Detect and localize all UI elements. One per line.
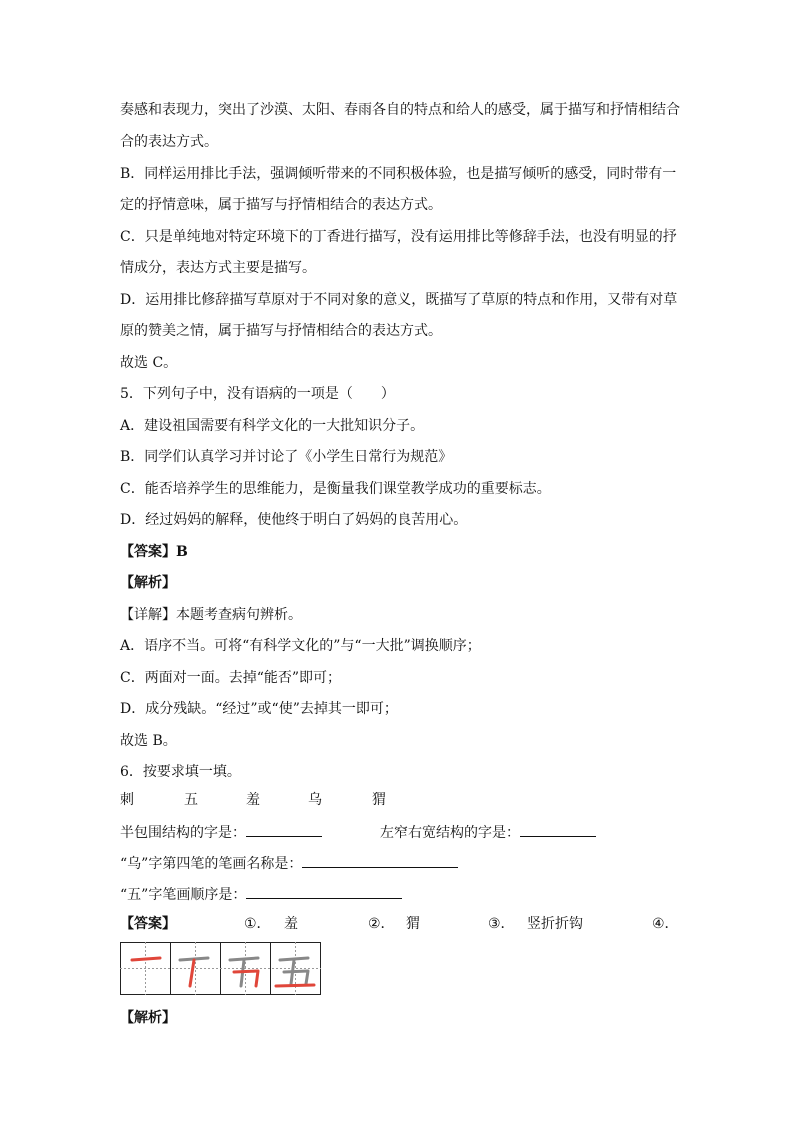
- answer-blank: [246, 822, 322, 837]
- option-line: D．经过妈妈的解释，使他终于明白了妈妈的良苦用心。: [120, 512, 468, 528]
- analysis-heading: 【解析】: [120, 1010, 176, 1026]
- text-line: 情成分，表达方式主要是描写。: [120, 260, 316, 276]
- text-line: 定的抒情意味，属于描写与抒情相结合的表达方式。: [120, 197, 442, 213]
- answer-blank: [246, 884, 402, 899]
- stroke-step-1: [132, 958, 160, 960]
- text-line: B．同样运用排比手法，强调倾听带来的不同积极体验，也是描写倾听的感受，同时带有一: [120, 166, 677, 182]
- char-item: 乌: [308, 792, 322, 808]
- stroke-step-4: [276, 958, 314, 986]
- text-line: C．两面对一面。去掉“能否”即可；: [120, 670, 342, 686]
- text-line: 故选 B。: [120, 733, 177, 749]
- question-title: 5．下列句子中，没有语病的一项是（ ）: [120, 386, 395, 402]
- char-item: 五: [184, 792, 198, 808]
- question-label: 半包围结构的字是：: [120, 825, 246, 841]
- fill-question: [120, 853, 458, 874]
- option-line: A．建设祖国需要有科学文化的一大批知识分子。: [120, 418, 425, 434]
- answer-number: ①．: [244, 916, 271, 932]
- question-label: “乌”字第四笔的笔画名称是：: [120, 856, 303, 872]
- text-line: C．只是单纯地对特定环境下的丁香进行描写，没有运用排比等修辞手法，也没有明显的抒: [120, 229, 677, 245]
- fill-question: [380, 822, 596, 843]
- option-line: C．能否培养学生的思维能力，是衡量我们课堂教学成功的重要标志。: [120, 481, 551, 497]
- char-item: 刺: [120, 792, 134, 808]
- text-line: 故选 C。: [120, 355, 178, 371]
- stroke-step-3: [230, 958, 258, 986]
- text-line: 合的表达方式。: [120, 134, 218, 150]
- text-line: D．运用排比修辞描写草原对于不同对象的意义，既描写了草原的特点和作用，又带有对草: [120, 292, 678, 308]
- answer-label: 【答案】: [120, 916, 176, 932]
- text-line: A．语序不当。可将“有科学文化的”与“一大批”调换顺序；: [120, 638, 481, 654]
- question-label: 左窄右宽结构的字是：: [380, 825, 520, 841]
- text-line: 原的赞美之情，属于描写与抒情相结合的表达方式。: [120, 323, 442, 339]
- char-item: 猬: [372, 792, 386, 808]
- answer-blank: [302, 853, 458, 868]
- text-line: D．成分残缺。“经过”或“使”去掉其一即可；: [120, 701, 398, 717]
- stroke-order-grid: [120, 942, 322, 996]
- question-label: “五”字笔画顺序是：: [120, 887, 247, 903]
- answer-value: 猬: [406, 916, 420, 932]
- answer-line: 【答案】B: [120, 544, 188, 560]
- text-line: 奏感和表现力，突出了沙漠、太阳、春雨各自的特点和给人的感受，属于描写和抒情相结合: [120, 102, 680, 118]
- fill-question: [120, 884, 402, 905]
- answer-value: 竖折折钩: [527, 916, 583, 932]
- analysis-heading: 【解析】: [120, 575, 176, 591]
- answer-blank: [520, 822, 596, 837]
- char-item: 羞: [246, 792, 260, 808]
- answer-number: ④．: [652, 916, 679, 932]
- answer-number: ③．: [488, 916, 515, 932]
- fill-question: [120, 822, 322, 843]
- answer-number: ②．: [368, 916, 395, 932]
- detail-line: 【详解】本题考查病句辨析。: [120, 607, 302, 623]
- question-title: 6．按要求填一填。: [120, 764, 241, 780]
- answer-value: 羞: [284, 916, 298, 932]
- stroke-step-2: [180, 958, 208, 986]
- option-line: B．同学们认真学习并讨论了《小学生日常行为规范》: [120, 449, 453, 465]
